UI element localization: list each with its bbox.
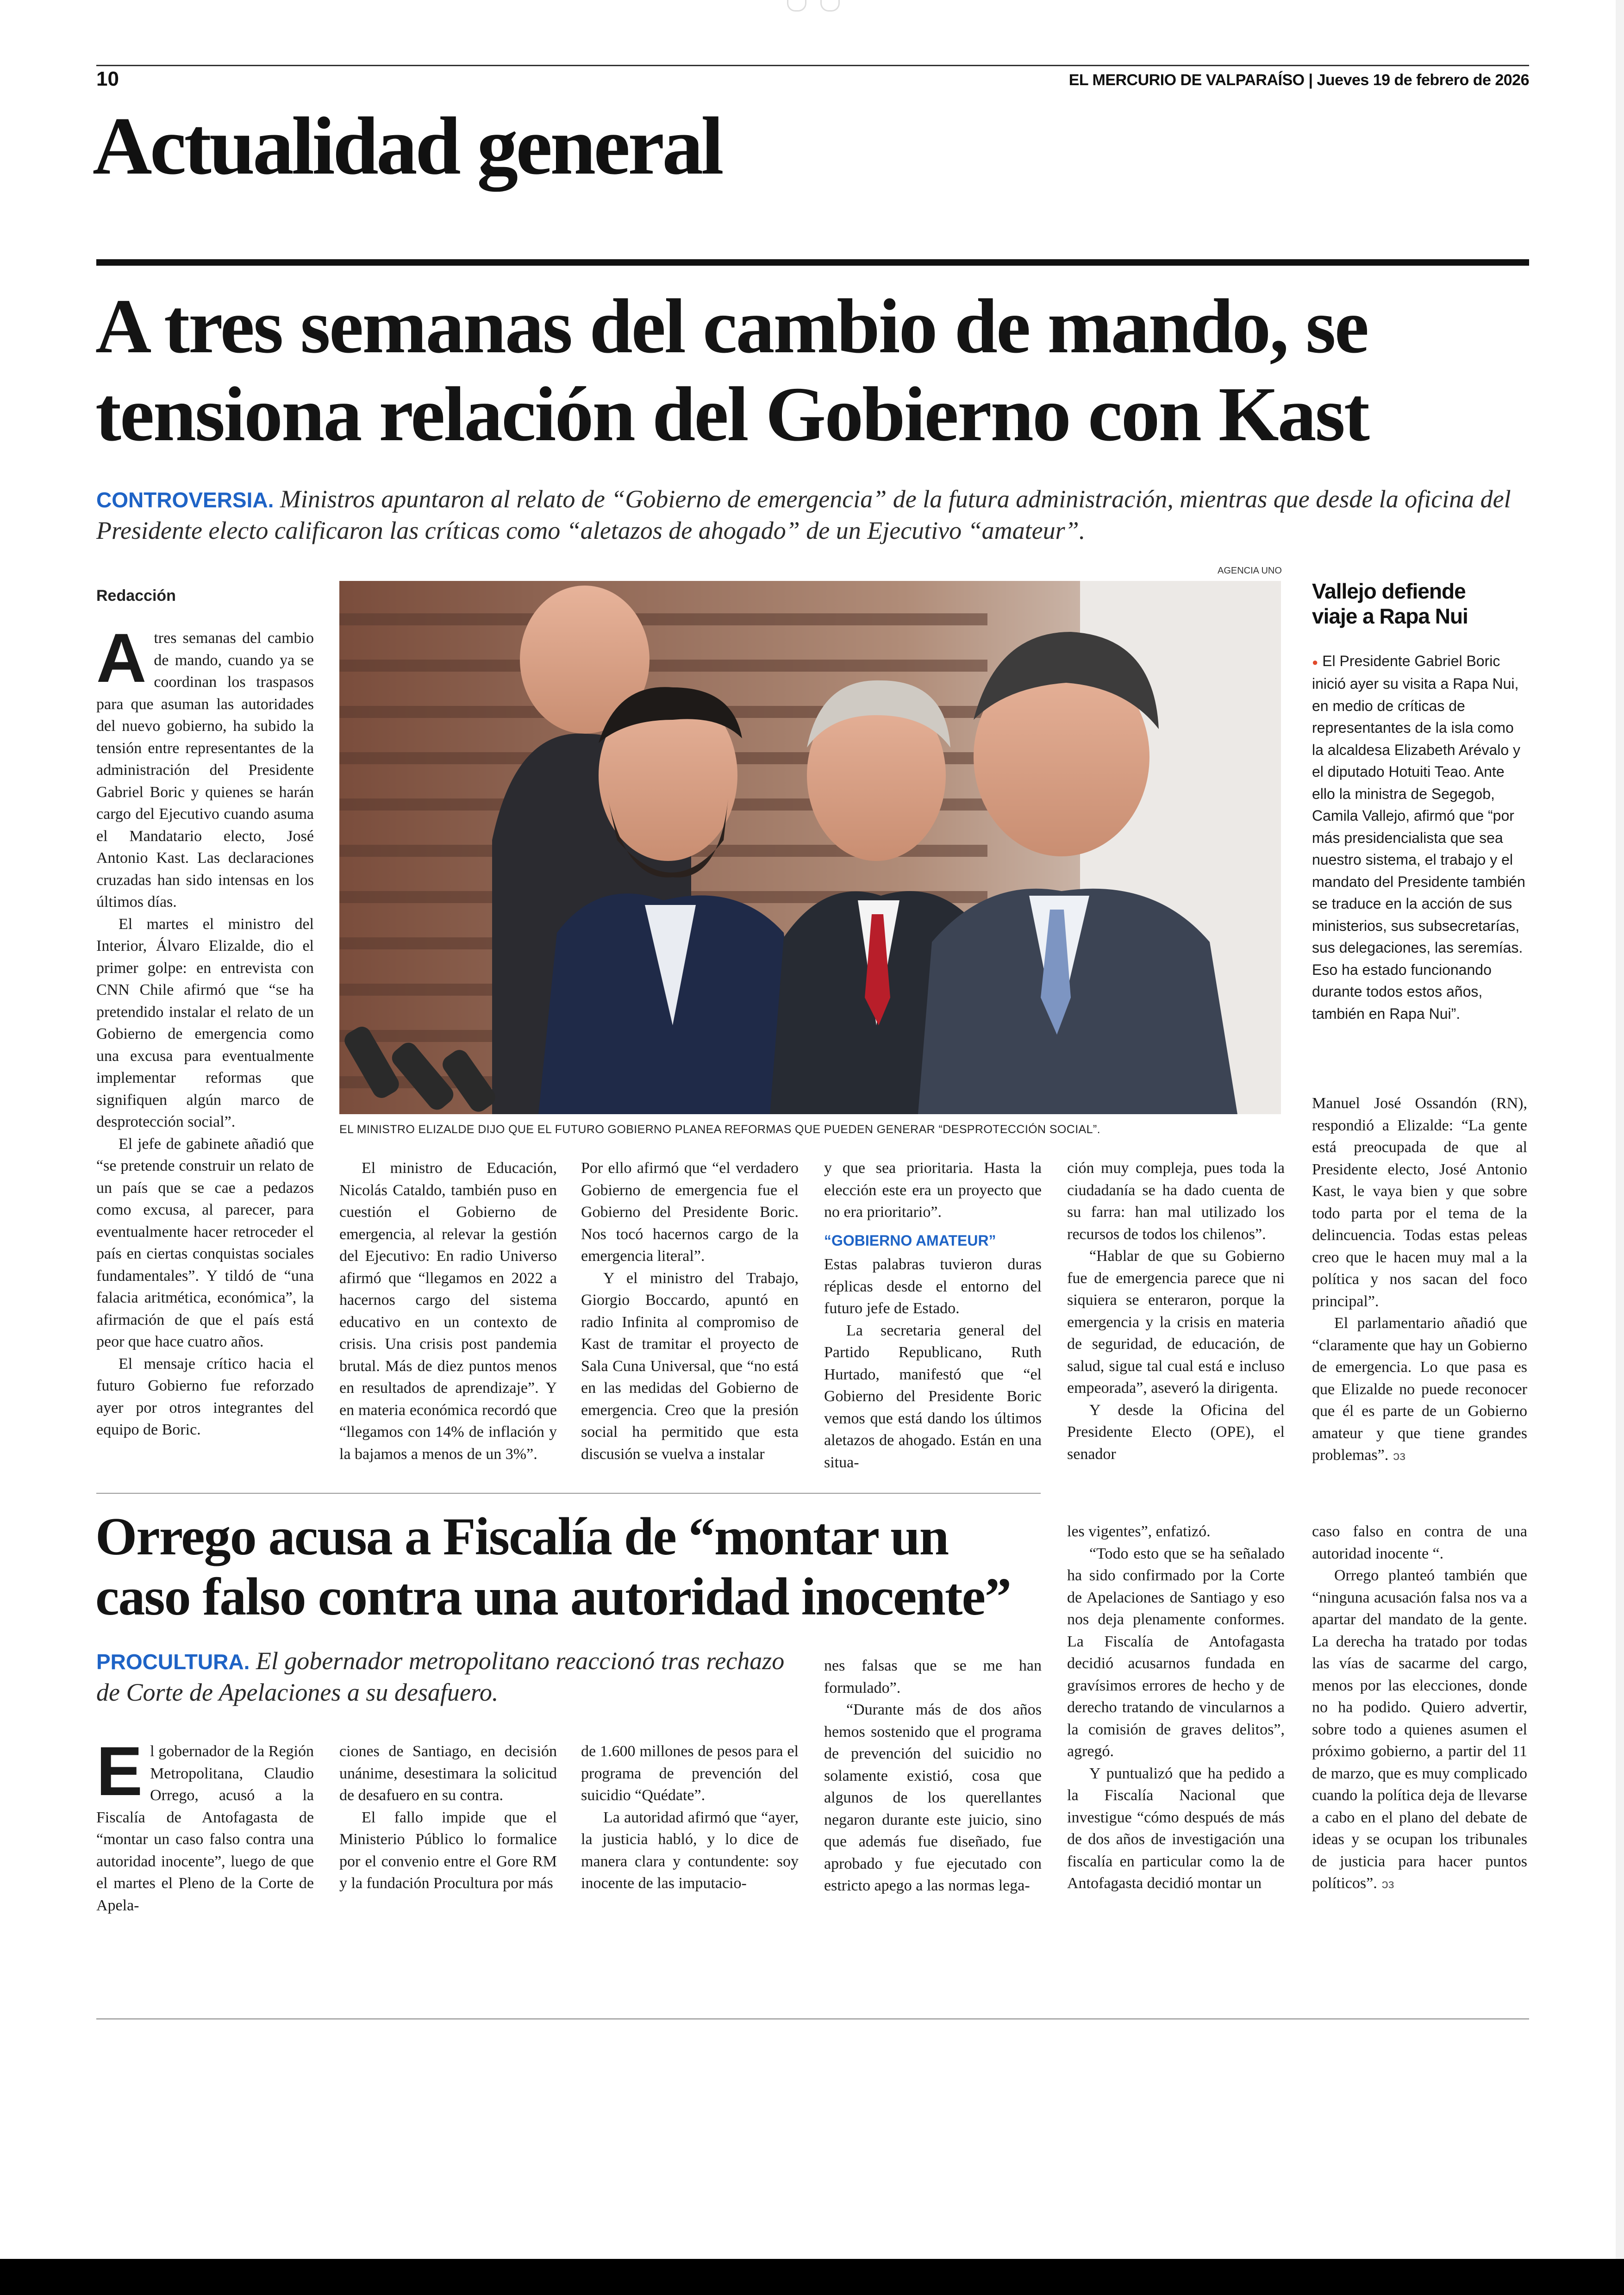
section-rule <box>96 259 1529 266</box>
second-kicker: PROCULTURA. <box>96 1650 250 1674</box>
main-col-4 <box>824 1157 1042 1473</box>
main-col4-subhead: “GOBIERNO AMATEUR” <box>824 1232 996 1249</box>
sidebar-bullet: ● <box>1312 656 1318 668</box>
main-col2-p1: El ministro de Educación, Nicolás Cataldo, también puso en cuestión el Gobierno de emergencia, al relevar la gestión del Ejecutivo: En radio Universo afirmó que “llegamos en 2022 a hacernos cargo del sistema educativo en un contexto de crisis. Una crisis post pandemia brutal. Más de diez puntos menos en resultados de aprendizaje”. Y en materia económica recordó que “llegamos con 14% de inflación y la bajamos a menos de un 3%”. <box>339 1160 557 1463</box>
bottom-bar <box>0 2259 1624 2295</box>
sidebar-title-line2: viaje a Rapa Nui <box>1312 604 1468 628</box>
second-headline-line1: Orrego acusa a Fiscalía de “montar un <box>95 1507 949 1566</box>
story-divider <box>96 1493 1041 1494</box>
sidebar-title-line1: Vallejo defiende <box>1312 579 1466 603</box>
main-col3-p2: Y el ministro del Trabajo, Giorgio Boccardo, apuntó en radio Infinita al compromiso de Kast de tramitar el proyecto de Sala Cuna Universal, que “no está en las medidas del Gobierno de emergencia. Creo que la presión social ha permitido que esta discusión se vuelva a instalar <box>581 1269 799 1463</box>
second-col6-p2: Orrego planteó también que “ninguna acusación falsa nos va a apartar del mandato de la gente. La derecha ha tratado por todas las vías de sacarme del cargo, menos por las elecciones, donde no ha podido. Quiero advertir, sobre todo a quienes asumen el próximo gobierno, a partir del 11 de marzo, que es muy complicado cuando la política deja de llevarse a cabo en el plano del debate de ideas y se ocupan los tribunales de justicia para hacer puntos políticos”. <box>1312 1567 1527 1892</box>
main-col-5 <box>1067 1157 1285 1465</box>
main-kicker: CONTROVERSIA. <box>96 488 274 512</box>
second-col-1 <box>96 1732 314 1916</box>
second-deck-text: El gobernador metropolitano reaccionó tras rechazo de Corte de Apelaciones a su desafuero. <box>96 1647 785 1706</box>
second-dropcap: E <box>96 1732 143 1810</box>
main-dropcap: A <box>96 619 147 697</box>
second-col-6 <box>1312 1521 1527 1895</box>
second-col3-p1: de 1.600 millones de pesos para el programa de prevención del suicidio “Quédate”. <box>581 1743 799 1804</box>
page-right-edge <box>1616 0 1624 2259</box>
second-col6-p1: caso falso en contra de una autoridad inocente “. <box>1312 1523 1527 1562</box>
second-col5-p2: “Todo esto que se ha señalado ha sido confirmado por la Corte de Apelaciones de Santiago y eso nos deja plenamente conformes. La Fiscalía de Antofagasta decidió acusarnos fundada en gravísimos errores de hecho y de derecho tratando de vincularnos a la comisión de graves delitos”, agregó. <box>1067 1545 1285 1760</box>
byline: Redacción <box>96 587 176 605</box>
second-col3-p2: La autoridad afirmó que “ayer, la justicia habló, y lo dice de manera clara y contundente: soy inocente de las imputacio- <box>581 1809 799 1892</box>
main-col4-p3: La secretaria general del Partido Republicano, Ruth Hurtado, manifestó que “el Gobierno del Presidente Boric vemos que está dando los últimos aletazos de ahogado. Están en una situa- <box>824 1322 1042 1471</box>
second-deck <box>96 1646 805 1708</box>
photo-caption: EL MINISTRO ELIZALDE DIJO QUE EL FUTURO GOBIERNO PLANEA REFORMAS QUE PUEDEN GENERAR “DESPROTECCIÓN SOCIAL”. <box>339 1123 1100 1136</box>
second-col1-p1: l gobernador de la Región Metropolitana, Claudio Orrego, acusó a la Fiscalía de Antofagasta de “montar un caso falso contra una autoridad inocente”, luego de que el martes el Pleno de la Corte de Apela- <box>96 1743 314 1914</box>
main-col5-p1: ción muy compleja, pues toda la ciudadanía se ha dado cuenta de su farra: han mal utilizado los recursos de todos los chilenos”. <box>1067 1160 1285 1243</box>
second-col-4 <box>824 1655 1042 1897</box>
main-col6-p1: Manuel José Ossandón (RN), respondió a Elizalde: “La gente está preocupada de que al Presidente electo, José Antonio Kast, le vaya bien y que sobre todo parta por el tema de la delincuencia. Todas estas peleas creo que le hacen muy mal a la política y nos sacan del foco principal”. <box>1312 1095 1527 1310</box>
photo-credit: AGENCIA UNO <box>1218 566 1282 576</box>
main-deck-text: Ministros apuntaron al relato de “Gobierno de emergencia” de la futura administración, mientras que desde la oficina del Presidente electo calificaron las críticas como “aletazos de ahogado” de un Ejecutivo “amateur”. <box>96 485 1511 544</box>
page-number: 10 <box>96 68 119 90</box>
main-end-mark: ↄз <box>1393 1448 1406 1463</box>
sidebar-title <box>1312 579 1534 629</box>
second-col-2 <box>339 1740 557 1895</box>
header-rule <box>96 65 1529 66</box>
main-headline-line1: A tres semanas del cambio de mando, se <box>95 283 1368 369</box>
second-end-mark: ↄз <box>1381 1877 1394 1891</box>
main-col1-p3: El jefe de gabinete añadió que “se pretende construir un relato de un país que se cae a pedazos como excusa, al parecer, para eventualmente hacer retroceder el país en ciertas conquistas sociales fundamentales”. Y tildó de “una falacia aritmética, económica”, la afirmación de que el país está peor que hace cuatro años. <box>96 1135 314 1350</box>
second-col2-p2: El fallo impide que el Ministerio Público lo formalice por el convenio entre el Gore RM y la fundación Procultura por más <box>339 1809 557 1892</box>
main-col-1 <box>96 619 314 1441</box>
sidebar-body <box>1312 650 1527 1025</box>
second-col6-p2-wrap <box>1312 1565 1527 1895</box>
main-col1-p2: El martes el ministro del Interior, Álvaro Elizalde, dio el primer golpe: en entrevista con CNN Chile afirmó que “se ha pretendido instalar el relato de un Gobierno de emergencia como una excusa para eventualmente implementar reformas que signifiquen algún marco de desprotección social”. <box>96 915 314 1130</box>
second-col5-p3: Y puntualizó que ha pedido a la Fiscalía Nacional que investigue “cómo después de más de dos años de investigación una fiscalía en particular como la de Antofagasta decidió montar un <box>1067 1765 1285 1892</box>
second-col-3 <box>581 1740 799 1895</box>
second-col4-p1: nes falsas que se me han formulado”. <box>824 1657 1042 1696</box>
masthead: EL MERCURIO DE VALPARAÍSO | Jueves 19 de febrero de 2026 <box>1068 71 1529 89</box>
main-headline-line2: tensiona relación del Gobierno con Kast <box>95 371 1368 457</box>
main-col5-p2: “Hablar de que su Gobierno fue de emergencia parece que ni siquiera se enteraron, porque la emergencia y la crisis en materia de seguridad, de educación, de salud, sigue tal cual está e incluso empeorada”, aseveró la dirigenta. <box>1067 1247 1285 1397</box>
second-col4-p2: “Durante más de dos años hemos sostenido que el programa de prevención del suicidio no solamente existió, cosa que algunos de los querellantes negaron durante este juicio, sino que además fue diseñado, fue aprobado y fue ejecutado con estricto apego a las normas lega- <box>824 1701 1042 1894</box>
second-col2-p1: ciones de Santiago, en decisión unánime, desestimara la solicitud de desafuero en su contra. <box>339 1743 557 1804</box>
main-col4-p2: Estas palabras tuvieron duras réplicas desde el entorno del futuro jefe de Estado. <box>824 1256 1042 1317</box>
main-col-6 <box>1312 1092 1527 1467</box>
main-col-2 <box>339 1157 557 1465</box>
second-col-5 <box>1067 1521 1285 1895</box>
main-col3-p1: Por ello afirmó que “el verdadero Gobierno de emergencia fue el Gobierno del Presidente Boric. Nos tocó hacernos cargo de la emergencia literal”. <box>581 1160 799 1265</box>
main-col4-p1: y que sea prioritaria. Hasta la elección este era un proyecto que no era prioritario”. <box>824 1160 1042 1221</box>
section-title: Actualidad general <box>93 100 722 192</box>
main-col1-p1: tres semanas del cambio de mando, cuando ya se coordinan los traspasos para que asuman las autoridades del nuevo gobierno, ha subido la tensión entre representantes de la administración del Presidente Gabriel Boric y quienes se harán cargo del Ejecutivo cuando asuma el Mandatario electo, José Antonio Kast. Las declaraciones cruzadas han sido intensas en los últimos días. <box>96 630 314 911</box>
top-center-icons <box>782 0 847 14</box>
main-deck <box>96 484 1513 546</box>
second-col5-p1: les vigentes”, enfatizó. <box>1067 1523 1211 1540</box>
main-col1-p4: El mensaje crítico hacia el futuro Gobierno fue reforzado ayer por otros integrantes del equipo de Boric. <box>96 1355 314 1438</box>
main-col6-p2-wrap <box>1312 1312 1527 1467</box>
main-col-3 <box>581 1157 799 1465</box>
sidebar-text: El Presidente Gabriel Boric inició ayer su visita a Rapa Nui, en medio de críticas de representantes de la isla como la alcaldesa Elizabeth Arévalo y el diputado Hotuiti Teao. Ante ello la ministra de Segegob, Camila Vallejo, afirmó que “por más presidencialista que sea nuestro sistema, el trabajo y el mandato del Presidente también se traduce en la acción de sus ministerios, sus subsecretarías, sus delegaciones, las seremías. Eso ha estado funcionando durante todos estos años, también en Rapa Nui”. <box>1312 653 1525 1022</box>
main-col6-p2: El parlamentario añadió que “claramente que hay un Gobierno de emergencia. Lo que pasa es que Elizalde no puede reconocer que él es parte de un Gobierno amateur y que tiene grandes problemas”. <box>1312 1315 1527 1464</box>
main-col5-p3: Y desde la Oficina del Presidente Electo (OPE), el senador <box>1067 1401 1285 1463</box>
main-photo <box>339 581 1281 1114</box>
bottom-rule <box>96 2018 1529 2020</box>
second-headline-line2: caso falso contra una autoridad inocente” <box>95 1567 1011 1627</box>
